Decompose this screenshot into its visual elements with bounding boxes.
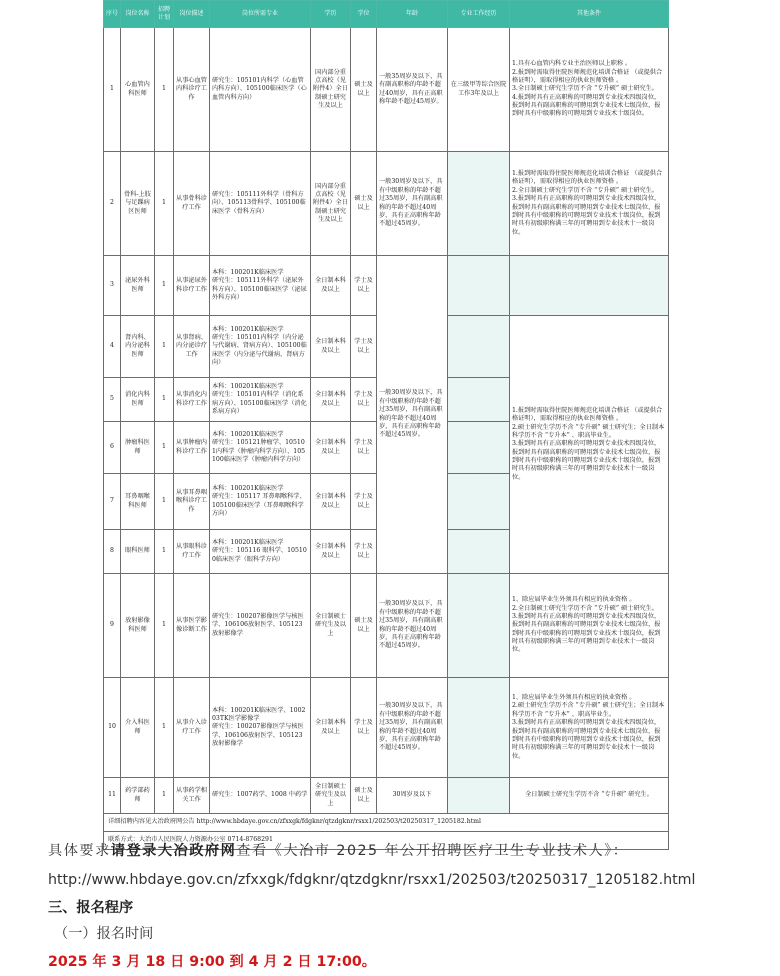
cell-other: 1、除应届毕业生外须具有相应的执业资格 。 2.硕士研究生学历不含 “专升硕” 硕士研究生；全日制本科学历不含 “专升本” 、职高毕业生。 3.报到时具有正高职称的可聘用到专业技术四级岗位，报到时具有副高职称的可聘用到专业技术七级岗位，报到时具有中级职称的可聘用到专业技术十级岗位，报到时具有初级职称满三年的可聘用到专业技术十一级岗位。 bbox=[510, 678, 669, 778]
cell-other: 全日制硕士研究生学历不含 “专升硕” 研究生。 bbox=[510, 778, 669, 814]
cell-edu: 全日制本科及以上 bbox=[311, 316, 351, 378]
header-cell: 专业工作经历 bbox=[448, 1, 510, 28]
cell-desc: 从事医学影像诊断工作 bbox=[174, 574, 210, 678]
cell-edu: 全日制本科及以上 bbox=[311, 678, 351, 778]
cell-exp bbox=[448, 778, 510, 814]
cell-post: 药学部药师 bbox=[121, 778, 155, 814]
cell-other: 1、除应届毕业生外须具有相应的执业资格 。 2.全日制硕士研究生学历不含 “专升硕” 硕士研究生。 3.报到时具有正高职称的可聘用到专业技术四级岗位，报到时具有副高职称的可聘用到专业技术七级岗位，报到时具有中级职称的可聘用到专业技术十级岗位，报到时具有初级职称满三年的可聘用到专业技术十一级岗位。 bbox=[510, 574, 669, 678]
header-cell: 学历 bbox=[311, 1, 351, 28]
cell-desc: 从事肿瘤内科诊疗工作 bbox=[174, 422, 210, 474]
cell-degree: 学士及以上 bbox=[351, 422, 377, 474]
cell-degree: 学士及以上 bbox=[351, 678, 377, 778]
cell-plan: 1 bbox=[155, 378, 174, 422]
table-row bbox=[104, 256, 669, 316]
cell-other: 1.报到时需取得住院医师规范化培训合格证 （或提供合格证明），需取得相应的执业医师资格 。 2.全日制硕士研究生学历不含 “专升硕” 硕士研究生。 3.报到时具有正高职称的可聘用到专业技术四级岗位，报到时具有副高职称的可聘用到专业技术七级岗位，报到时具有中级职称的可聘用到专业技术十级岗位，报到时具有初级职称满三年的可聘用到专业技术十一级岗位。 bbox=[510, 152, 669, 256]
cell-plan: 1 bbox=[155, 316, 174, 378]
footer-contact-text: 联系方式：大冶市人民医院人力资源办公室 0714-8768291 bbox=[104, 832, 669, 850]
header-cell: 序号 bbox=[104, 1, 121, 28]
cell-major: 本科：100201K临床医学、100203TK医学影像学 研究生：100207影像医学与核医学、106106放射医学、105123放射影像学 bbox=[210, 678, 311, 778]
cell-no: 1 bbox=[104, 28, 121, 152]
cell-desc: 从事心血管内科诊疗工作 bbox=[174, 28, 210, 152]
cell-exp bbox=[448, 378, 510, 422]
cell-major: 本科：100201K临床医学 研究生：105101内科学（消化系病方向）、105100临床医学（消化系病方向） bbox=[210, 378, 311, 422]
cell-degree: 硕士及以上 bbox=[351, 778, 377, 814]
job-table-image bbox=[103, 0, 668, 844]
footer-link-text: 详细招聘内容见大冶政府网公告 http://www.hbdaye.gov.cn/zfxxgk/fdgknr/qtzdgknr/rsxx1/202503/t20250317_1205182.html bbox=[104, 814, 669, 832]
cell-age: 一般30周岁及以下，具有中级职称的年龄不超过35周岁，具有副高职称的年龄不超过40周岁，具有正高职称年龄不超过45周岁。 bbox=[377, 574, 448, 678]
table-row bbox=[104, 778, 669, 814]
cell-degree: 学士及以上 bbox=[351, 316, 377, 378]
cell-major: 本科：100201K临床医学 研究生：105117 耳鼻咽喉科学、105100临床医学（耳鼻咽喉科学方向） bbox=[210, 474, 311, 530]
cell-no: 7 bbox=[104, 474, 121, 530]
cell-edu: 国内部分重点高校（见附件4）全日制硕士研究生及以上 bbox=[311, 152, 351, 256]
header-cell: 岗位描述 bbox=[174, 1, 210, 28]
cell-degree: 学士及以上 bbox=[351, 474, 377, 530]
cell-no: 3 bbox=[104, 256, 121, 316]
cell-degree: 学士及以上 bbox=[351, 256, 377, 316]
cell-other bbox=[510, 256, 669, 316]
cell-exp bbox=[448, 152, 510, 256]
cell-major: 本科：100201K临床医学 研究生：105116 眼科学、105100临床医学（眼科学方向） bbox=[210, 530, 311, 574]
cell-post: 肿瘤科医师 bbox=[121, 422, 155, 474]
cell-exp bbox=[448, 316, 510, 378]
cell-other: 1.具有心血管内科专业主治医师以上职称 。 2.报到时需取得住院医师规范化培训合格证 （或提供合格证明），需取得相应的执业医师资格 。 3.全日制硕士研究生学历不含 “专升硕” 硕士研究生。 4.报到时具有正高职称的可聘用到专业技术四级岗位，报到时具有副高职称的可聘用到专业技术七级岗位，报到时具有中级职称的可聘用到专业技术十级岗位。 bbox=[510, 28, 669, 152]
cell-edu: 全日制硕士研究生及以上 bbox=[311, 574, 351, 678]
cell-desc: 从事肾病、内分泌诊疗工作 bbox=[174, 316, 210, 378]
cell-post: 心血管内科医师 bbox=[121, 28, 155, 152]
cell-desc: 从事药学相关工作 bbox=[174, 778, 210, 814]
cell-age: 一般35周岁及以下，具有副高职称的年龄不超过40周岁，具有正高职称年龄不超过45周岁。 bbox=[377, 28, 448, 152]
cell-exp bbox=[448, 474, 510, 530]
cell-post: 消化内科医师 bbox=[121, 378, 155, 422]
cell-age: 30周岁及以下 bbox=[377, 778, 448, 814]
cell-no: 2 bbox=[104, 152, 121, 256]
cell-edu: 国内部分重点高校（见附件4）全日制硕士研究生及以上 bbox=[311, 28, 351, 152]
cell-no: 6 bbox=[104, 422, 121, 474]
cell-exp bbox=[448, 678, 510, 778]
cell-degree: 硕士及以上 bbox=[351, 152, 377, 256]
cell-exp bbox=[448, 256, 510, 316]
cell-post: 耳鼻咽喉科医师 bbox=[121, 474, 155, 530]
table-row bbox=[104, 28, 669, 152]
cell-degree: 硕士及以上 bbox=[351, 574, 377, 678]
cell-post: 放射影像科医师 bbox=[121, 574, 155, 678]
cell-exp bbox=[448, 422, 510, 474]
cell-edu: 全日制本科及以上 bbox=[311, 378, 351, 422]
cell-major: 研究生：1007药学、1008 中药学 bbox=[210, 778, 311, 814]
header-cell: 年龄 bbox=[377, 1, 448, 28]
cell-major: 研究生：100207影像医学与核医学、106106放射医学、105123放射影像学 bbox=[210, 574, 311, 678]
cell-post: 介入科医师 bbox=[121, 678, 155, 778]
cell-desc: 从事眼科诊疗工作 bbox=[174, 530, 210, 574]
table-row bbox=[104, 574, 669, 678]
cell-desc: 从事介入诊疗工作 bbox=[174, 678, 210, 778]
header-cell: 岗位名称 bbox=[121, 1, 155, 28]
table-row bbox=[104, 678, 669, 778]
cell-post: 泌尿外科医师 bbox=[121, 256, 155, 316]
cell-desc: 从事消化内科诊疗工作 bbox=[174, 378, 210, 422]
cell-no: 11 bbox=[104, 778, 121, 814]
cell-plan: 1 bbox=[155, 474, 174, 530]
cell-desc: 从事骨科诊疗工作 bbox=[174, 152, 210, 256]
cell-no: 5 bbox=[104, 378, 121, 422]
cell-major: 研究生：105111外科学（骨科方向）、105113骨科学、105100临床医学（骨科方向） bbox=[210, 152, 311, 256]
cell-post: 眼科医师 bbox=[121, 530, 155, 574]
cell-exp: 在三级甲等综合医院工作3年及以上 bbox=[448, 28, 510, 152]
cell-edu: 全日制硕士研究生及以上 bbox=[311, 778, 351, 814]
cell-no: 10 bbox=[104, 678, 121, 778]
job-table bbox=[103, 0, 669, 850]
cell-major: 本科：100201K临床医学 研究生：105111外科学（泌尿外科方向）、105100临床医学（泌尿外科方向） bbox=[210, 256, 311, 316]
header-cell: 招聘计划 bbox=[155, 1, 174, 28]
requirement-paragraph bbox=[48, 838, 748, 865]
header-cell: 其他条件 bbox=[510, 1, 669, 28]
cell-major: 研究生：105101内科学（心血管内科方向）、105100临床医学（心血管内科方向） bbox=[210, 28, 311, 152]
cell-degree: 学士及以上 bbox=[351, 530, 377, 574]
cell-edu: 全日制本科及以上 bbox=[311, 474, 351, 530]
cell-desc: 从事耳鼻咽喉科诊疗工作 bbox=[174, 474, 210, 530]
cell-post: 骨科-上肢与足踝病区医师 bbox=[121, 152, 155, 256]
cell-post: 肾内科、内分泌科医师 bbox=[121, 316, 155, 378]
cell-degree: 学士及以上 bbox=[351, 378, 377, 422]
cell-age: 一般30周岁及以下，具有中级职称的年龄不超过35周岁，具有副高职称的年龄不超过40周岁，具有正高职称年龄不超过45周岁。 bbox=[377, 152, 448, 256]
requirement-prefix: 具体要求 bbox=[48, 843, 111, 859]
header-cell: 岗位所需专业 bbox=[210, 1, 311, 28]
requirement-bold-text: 请登录大冶政府网 bbox=[110, 843, 237, 859]
cell-age-merged: 一般30周岁及以下，具有中级职称的年龄不超过35周岁，具有副高职称的年龄不超过40周岁，具有正高职称年龄不超过45周岁。 bbox=[377, 256, 448, 574]
cell-age: 一般30周岁及以下，具有中级职称的年龄不超过35周岁，具有副高职称的年龄不超过40周岁，具有正高职称年龄不超过45周岁。 bbox=[377, 678, 448, 778]
cell-edu: 全日制本科及以上 bbox=[311, 422, 351, 474]
subsection-heading: （一）报名时间 bbox=[54, 926, 154, 942]
table-row bbox=[104, 152, 669, 256]
article-body bbox=[48, 838, 748, 976]
cell-plan: 1 bbox=[155, 28, 174, 152]
cell-major: 本科：100201K临床医学 研究生：105121肿瘤学、105101内科学（肿瘤内科学方向）、105100临床医学（肿瘤内科学方向） bbox=[210, 422, 311, 474]
cell-plan: 1 bbox=[155, 574, 174, 678]
header-cell: 学位 bbox=[351, 1, 377, 28]
cell-no: 4 bbox=[104, 316, 121, 378]
cell-major: 本科：100201K临床医学 研究生：105101内科学（内分泌与代谢病、肾病方向）、105100临床医学（内分泌与代谢病、肾病方向） bbox=[210, 316, 311, 378]
cell-plan: 1 bbox=[155, 422, 174, 474]
cell-edu: 全日制本科及以上 bbox=[311, 530, 351, 574]
announcement-link[interactable]: http://www.hbdaye.gov.cn/zfxxgk/fdgknr/qtzdgknr/rsxx1/202503/t20250317_1205182.html bbox=[48, 872, 696, 888]
table-footer-link-row bbox=[104, 814, 669, 832]
cell-plan: 1 bbox=[155, 678, 174, 778]
cell-plan: 1 bbox=[155, 530, 174, 574]
cell-plan: 1 bbox=[155, 256, 174, 316]
requirement-suffix: 查看《大冶市 2025 年公开招聘医疗卫生专业技术人》： bbox=[236, 843, 629, 859]
table-header-row bbox=[104, 1, 669, 28]
cell-plan: 1 bbox=[155, 152, 174, 256]
section-heading: 三、报名程序 bbox=[48, 900, 134, 916]
cell-other-merged: 1.报到时需取得住院医师规范化培训合格证 （或提供合格证明），需取得相应的执业医师资格 。 2.硕士研究生学历不含 “专升硕” 硕士研究生；全日制本科学历不含 “专升本” 、职高毕业生。 3.报到时具有正高职称的可聘用到专业技术四级岗位，报到时具有副高职称的可聘用到专业技术七级岗位，报到时具有中级职称的可聘用到专业技术十级岗位，报到时具有初级职称满三年的可聘用到专业技术十一级岗位。 bbox=[510, 316, 669, 574]
cell-plan: 1 bbox=[155, 778, 174, 814]
cell-no: 9 bbox=[104, 574, 121, 678]
cell-degree: 硕士及以上 bbox=[351, 28, 377, 152]
cell-no: 8 bbox=[104, 530, 121, 574]
cell-desc: 从事泌尿外科诊疗工作 bbox=[174, 256, 210, 316]
cell-exp bbox=[448, 530, 510, 574]
cell-exp bbox=[448, 574, 510, 678]
cell-edu: 全日制本科及以上 bbox=[311, 256, 351, 316]
registration-time: 2025 年 3 月 18 日 9:00 到 4 月 2 日 17:00。 bbox=[48, 954, 376, 970]
